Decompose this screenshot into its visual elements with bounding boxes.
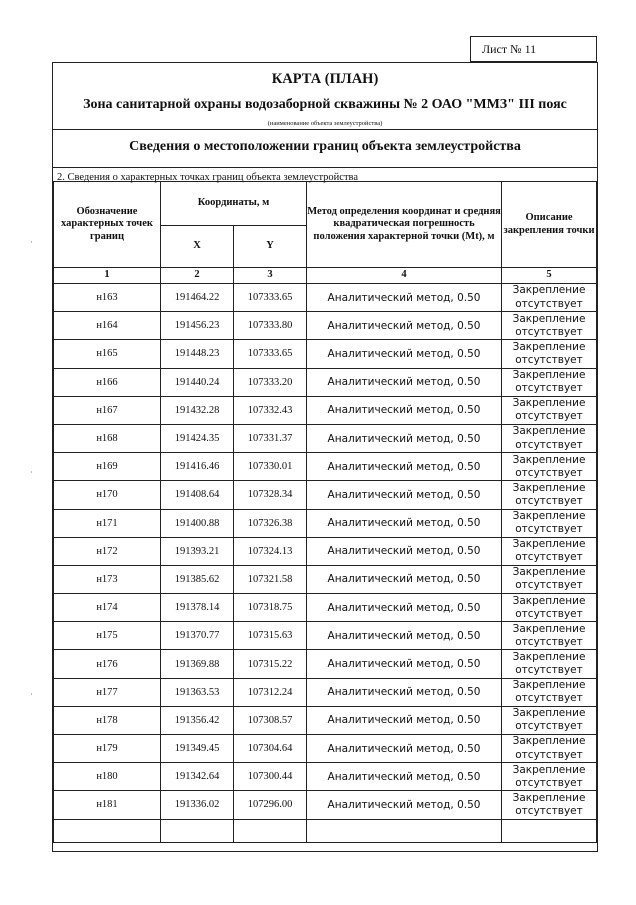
header-y: Y — [234, 226, 307, 268]
description-cell: Закрепление отсутствует — [502, 678, 597, 706]
point-id: н169 — [54, 453, 161, 481]
method-cell: Аналитический метод, 0.50 — [307, 312, 502, 340]
method-cell: Аналитический метод, 0.50 — [307, 791, 502, 819]
coord-y: 107296.00 — [234, 791, 307, 819]
coord-x: 191432.28 — [161, 396, 234, 424]
method-cell: Аналитический метод, 0.50 — [307, 763, 502, 791]
method-cell: Аналитический метод, 0.50 — [307, 481, 502, 509]
description-cell: Закрепление отсутствует — [502, 706, 597, 734]
coord-y: 107333.20 — [234, 368, 307, 396]
coord-x: 191349.45 — [161, 735, 234, 763]
margin-mark: ˙ — [30, 470, 33, 480]
column-number: 1 — [54, 268, 161, 284]
method-cell: Аналитический метод, 0.50 — [307, 396, 502, 424]
table-row — [54, 481, 597, 509]
coord-x: 191363.53 — [161, 678, 234, 706]
coord-x: 191408.64 — [161, 481, 234, 509]
table-row — [54, 622, 597, 650]
coord-y: 107332.43 — [234, 396, 307, 424]
table-row-empty — [54, 819, 597, 842]
point-id: н179 — [54, 735, 161, 763]
method-cell: Аналитический метод, 0.50 — [307, 537, 502, 565]
coord-x: 191416.46 — [161, 453, 234, 481]
coord-y: 107312.24 — [234, 678, 307, 706]
table-row — [54, 368, 597, 396]
margin-mark: ˙ — [30, 240, 33, 250]
description-cell: Закрепление отсутствует — [502, 622, 597, 650]
table-row — [54, 791, 597, 819]
header-description: Описание закрепления точки — [502, 182, 597, 268]
coord-x: 191378.14 — [161, 594, 234, 622]
description-cell: Закрепление отсутствует — [502, 284, 597, 312]
method-cell: Аналитический метод, 0.50 — [307, 368, 502, 396]
point-id: н174 — [54, 594, 161, 622]
table-row — [54, 735, 597, 763]
table-row — [54, 424, 597, 452]
table-row — [54, 706, 597, 734]
empty-cell — [54, 819, 161, 842]
description-cell: Закрепление отсутствует — [502, 594, 597, 622]
point-id: н181 — [54, 791, 161, 819]
point-id: н166 — [54, 368, 161, 396]
margin-mark: ˙ — [30, 692, 33, 702]
point-id: н163 — [54, 284, 161, 312]
table-row — [54, 594, 597, 622]
column-number: 3 — [234, 268, 307, 284]
coord-x: 191456.23 — [161, 312, 234, 340]
object-name-note: (наименование объекта землеустройства) — [267, 120, 383, 127]
method-cell: Аналитический метод, 0.50 — [307, 735, 502, 763]
document-frame — [52, 62, 598, 852]
coord-y: 107300.44 — [234, 763, 307, 791]
description-cell: Закрепление отсутствует — [502, 340, 597, 368]
empty-cell — [502, 819, 597, 842]
coord-x: 191342.64 — [161, 763, 234, 791]
coord-y: 107331.37 — [234, 424, 307, 452]
coord-y: 107330.01 — [234, 453, 307, 481]
point-id: н171 — [54, 509, 161, 537]
method-cell: Аналитический метод, 0.50 — [307, 594, 502, 622]
coord-y: 107333.65 — [234, 284, 307, 312]
description-cell: Закрепление отсутствует — [502, 650, 597, 678]
method-cell: Аналитический метод, 0.50 — [307, 706, 502, 734]
description-cell: Закрепление отсутствует — [502, 453, 597, 481]
description-cell: Закрепление отсутствует — [502, 537, 597, 565]
table-row — [54, 763, 597, 791]
point-id: н173 — [54, 565, 161, 593]
description-cell: Закрепление отсутствует — [502, 791, 597, 819]
coord-x: 191440.24 — [161, 368, 234, 396]
section-title: Сведения о местоположении границ объекта землеустройства — [129, 139, 521, 154]
method-cell: Аналитический метод, 0.50 — [307, 565, 502, 593]
document-subtitle: Зона санитарной охраны водозаборной скважины № 2 ОАО "ММЗ" III пояс — [83, 97, 567, 112]
table-row — [54, 312, 597, 340]
header-coordinates: Координаты, м — [161, 182, 307, 226]
header-method: Метод определения координат и средняя квадратическая погрешность положения характерной точки (Mt), м — [307, 182, 502, 268]
empty-cell — [161, 819, 234, 842]
column-number: 2 — [161, 268, 234, 284]
table-row — [54, 453, 597, 481]
point-id: н168 — [54, 424, 161, 452]
coord-x: 191356.42 — [161, 706, 234, 734]
method-cell: Аналитический метод, 0.50 — [307, 650, 502, 678]
table-row — [54, 284, 597, 312]
coord-x: 191448.23 — [161, 340, 234, 368]
coord-y: 107304.64 — [234, 735, 307, 763]
coord-y: 107326.38 — [234, 509, 307, 537]
point-id: н165 — [54, 340, 161, 368]
coord-y: 107308.57 — [234, 706, 307, 734]
method-cell: Аналитический метод, 0.50 — [307, 284, 502, 312]
description-cell: Закрепление отсутствует — [502, 424, 597, 452]
empty-cell — [234, 819, 307, 842]
coord-y: 107333.80 — [234, 312, 307, 340]
coord-x: 191393.21 — [161, 537, 234, 565]
description-cell: Закрепление отсутствует — [502, 312, 597, 340]
method-cell: Аналитический метод, 0.50 — [307, 678, 502, 706]
description-cell: Закрепление отсутствует — [502, 396, 597, 424]
header-designation: Обозначение характерных точек границ — [54, 182, 161, 268]
coord-x: 191369.88 — [161, 650, 234, 678]
table-row — [54, 509, 597, 537]
description-cell: Закрепление отсутствует — [502, 509, 597, 537]
coord-x: 191370.77 — [161, 622, 234, 650]
divider — [53, 167, 597, 168]
coord-x: 191400.88 — [161, 509, 234, 537]
description-cell: Закрепление отсутствует — [502, 735, 597, 763]
method-cell: Аналитический метод, 0.50 — [307, 509, 502, 537]
point-id: н164 — [54, 312, 161, 340]
table-row — [54, 537, 597, 565]
table-row — [54, 565, 597, 593]
empty-cell — [307, 819, 502, 842]
coord-x: 191385.62 — [161, 565, 234, 593]
table-row — [54, 396, 597, 424]
description-cell: Закрепление отсутствует — [502, 481, 597, 509]
coord-y: 107315.22 — [234, 650, 307, 678]
method-cell: Аналитический метод, 0.50 — [307, 622, 502, 650]
point-id: н167 — [54, 396, 161, 424]
coord-y: 107315.63 — [234, 622, 307, 650]
table-row — [54, 650, 597, 678]
point-id: н176 — [54, 650, 161, 678]
description-cell: Закрепление отсутствует — [502, 763, 597, 791]
document-title: КАРТА (ПЛАН) — [271, 71, 379, 87]
point-id: н172 — [54, 537, 161, 565]
coord-x: 191464.22 — [161, 284, 234, 312]
method-cell: Аналитический метод, 0.50 — [307, 453, 502, 481]
point-id: н175 — [54, 622, 161, 650]
subsection-title: 2. Сведения о характерных точках границ объекта землеустройства — [57, 172, 359, 183]
coord-x: 191424.35 — [161, 424, 234, 452]
description-cell: Закрепление отсутствует — [502, 565, 597, 593]
coord-y: 107321.58 — [234, 565, 307, 593]
method-cell: Аналитический метод, 0.50 — [307, 424, 502, 452]
coord-y: 107324.13 — [234, 537, 307, 565]
coord-y: 107328.34 — [234, 481, 307, 509]
table-row — [54, 678, 597, 706]
point-id: н180 — [54, 763, 161, 791]
divider — [53, 129, 597, 130]
method-cell: Аналитический метод, 0.50 — [307, 340, 502, 368]
table-row — [54, 340, 597, 368]
coord-y: 107333.65 — [234, 340, 307, 368]
column-number: 5 — [502, 268, 597, 284]
description-cell: Закрепление отсутствует — [502, 368, 597, 396]
column-number: 4 — [307, 268, 502, 284]
point-id: н170 — [54, 481, 161, 509]
point-id: н178 — [54, 706, 161, 734]
header-x: X — [161, 226, 234, 268]
coord-y: 107318.75 — [234, 594, 307, 622]
point-id: н177 — [54, 678, 161, 706]
coord-x: 191336.02 — [161, 791, 234, 819]
sheet-number: Лист № 11 — [482, 42, 537, 56]
points-table — [53, 181, 597, 843]
